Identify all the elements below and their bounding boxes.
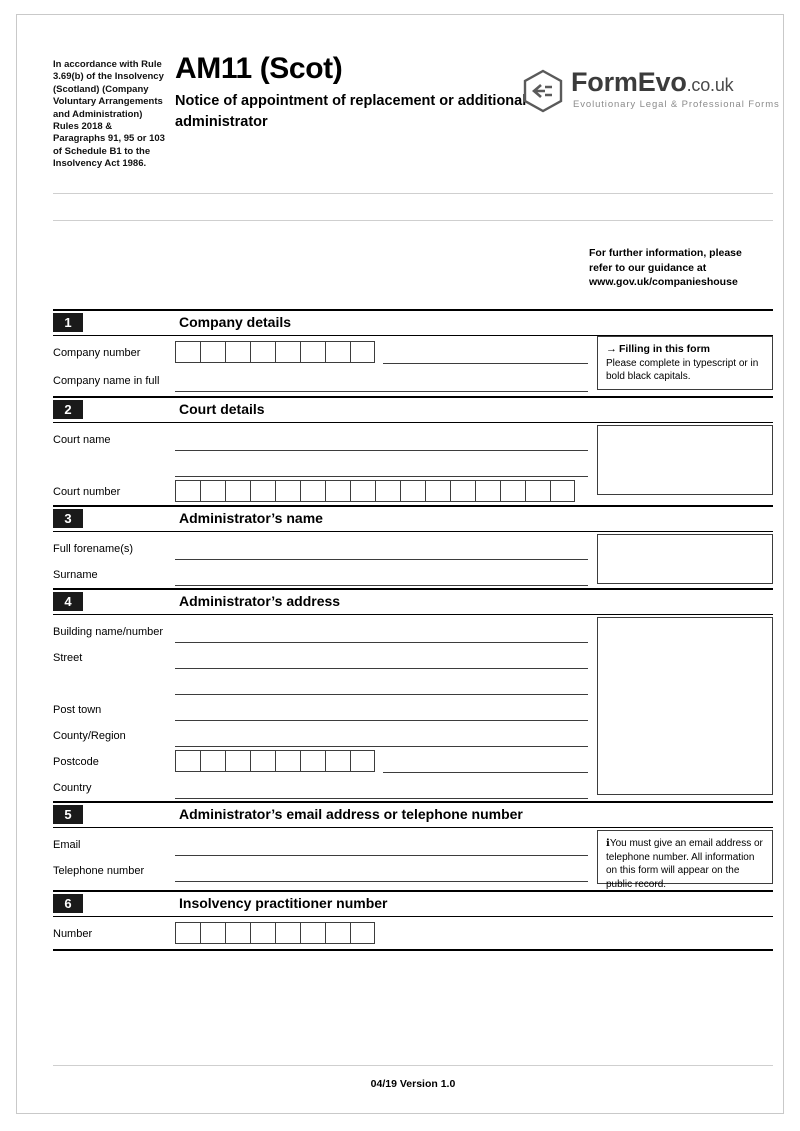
section-title: Company details	[179, 314, 292, 330]
logo-tagline: Evolutionary Legal & Professional Forms	[573, 99, 780, 110]
section-rows	[53, 828, 773, 890]
full-forenames-input[interactable]	[175, 538, 588, 560]
formevo-logo	[521, 67, 780, 123]
char-box[interactable]	[250, 341, 275, 363]
char-box[interactable]	[525, 480, 550, 502]
logo-wordmark	[571, 67, 733, 98]
building-name-number-input[interactable]	[175, 621, 588, 643]
section-company-details	[53, 309, 773, 396]
telephone-number-input[interactable]	[175, 860, 588, 882]
section-title: Insolvency practitioner number	[179, 895, 388, 911]
char-box[interactable]	[450, 480, 475, 502]
section-header	[53, 309, 773, 336]
char-box[interactable]	[325, 480, 350, 502]
char-box[interactable]	[325, 341, 350, 363]
contact-requirement-note	[597, 830, 773, 890]
char-box[interactable]	[350, 480, 375, 502]
char-box[interactable]	[250, 750, 275, 772]
footer-divider	[53, 1065, 773, 1066]
section-rows	[53, 615, 773, 801]
label-surname: Surname	[53, 569, 98, 581]
company-number-input[interactable]	[175, 341, 375, 363]
postcode-trailing-line	[383, 751, 588, 773]
email-input[interactable]	[175, 834, 588, 856]
street-input[interactable]	[175, 647, 588, 669]
char-box[interactable]	[275, 922, 300, 944]
street-input-line2[interactable]	[175, 673, 588, 695]
char-box[interactable]	[350, 750, 375, 772]
label-email: Email	[53, 839, 81, 851]
info-icon: ℹ	[606, 838, 610, 849]
char-box[interactable]	[425, 480, 450, 502]
company-name-input[interactable]	[175, 370, 588, 392]
postcode-input[interactable]	[175, 750, 375, 772]
hexagon-arrow-icon	[521, 69, 565, 113]
char-box[interactable]	[175, 480, 200, 502]
section-title: Administrator’s name	[179, 510, 323, 526]
char-box[interactable]	[275, 480, 300, 502]
char-box[interactable]	[175, 750, 200, 772]
section-bottom-rule	[53, 949, 773, 951]
post-town-input[interactable]	[175, 699, 588, 721]
char-box[interactable]	[200, 480, 225, 502]
char-box[interactable]	[225, 922, 250, 944]
court-number-input[interactable]	[175, 480, 575, 502]
char-box[interactable]	[175, 922, 200, 944]
char-box[interactable]	[325, 922, 350, 944]
char-box[interactable]	[475, 480, 500, 502]
court-details-sidebox	[597, 425, 773, 495]
section-title: Administrator’s email address or telephone number	[179, 806, 523, 822]
section-title: Administrator’s address	[179, 593, 341, 609]
administrator-address-sidebox	[597, 617, 773, 795]
guidance-text: For further information, please refer to our guidance at www.gov.uk/companieshouse	[589, 247, 742, 288]
char-box[interactable]	[225, 341, 250, 363]
section-ip-number	[53, 890, 773, 951]
label-country: Country	[53, 782, 92, 794]
label-post-town: Post town	[53, 704, 102, 716]
section-header	[53, 396, 773, 423]
section-number: 5	[53, 805, 83, 824]
logo-domain: .co.uk	[686, 75, 734, 95]
form-title: Notice of appointment of replacement or additional administrator	[175, 93, 527, 130]
char-box[interactable]	[175, 341, 200, 363]
char-box[interactable]	[200, 922, 225, 944]
label-postcode: Postcode	[53, 756, 99, 768]
char-box[interactable]	[400, 480, 425, 502]
logo-name: FormEvo	[571, 67, 687, 97]
guidance-divider	[53, 220, 773, 221]
section-rows	[53, 423, 773, 505]
section-number: 1	[53, 313, 83, 332]
char-box[interactable]	[275, 341, 300, 363]
section-header	[53, 801, 773, 828]
court-name-input-line2[interactable]	[175, 455, 588, 477]
form-content	[53, 51, 780, 951]
char-box[interactable]	[500, 480, 525, 502]
label-telephone-number: Telephone number	[53, 865, 145, 877]
char-box[interactable]	[250, 922, 275, 944]
arrow-right-icon: →	[606, 343, 617, 355]
form-title-block	[175, 51, 555, 133]
form-header	[53, 51, 780, 191]
section-header	[53, 890, 773, 917]
char-box[interactable]	[300, 480, 325, 502]
form-code: AM11 (Scot)	[175, 52, 343, 85]
label-building-name-number: Building name/number	[53, 626, 164, 638]
section-rows	[53, 336, 773, 396]
label-court-name: Court name	[53, 434, 111, 446]
char-box[interactable]	[350, 922, 375, 944]
label-county-region: County/Region	[53, 730, 126, 742]
char-box[interactable]	[300, 922, 325, 944]
section-header	[53, 505, 773, 532]
char-box[interactable]	[350, 341, 375, 363]
row-ip-number	[53, 921, 773, 947]
label-company-name: Company name in full	[53, 375, 160, 387]
char-box[interactable]	[225, 480, 250, 502]
sidebox-text: You must give an email address or telephone number. All information on this form will appear on the public record.	[606, 838, 763, 890]
char-box[interactable]	[275, 750, 300, 772]
char-box[interactable]	[200, 750, 225, 772]
char-box[interactable]	[250, 480, 275, 502]
sidebox-text: Please complete in typescript or in bold black capitals.	[606, 357, 759, 382]
rule-reference-note: In accordance with Rule 3.69(b) of the Insolvency (Scotland) (Company Voluntary Arrangements and Administration) Rules 2018 & Paragraphs 91, 95 or 103 of Schedule B1 to the Insolvency Act 1986.	[53, 59, 165, 170]
filling-in-this-form-note	[597, 336, 773, 390]
section-number: 4	[53, 592, 83, 611]
char-box[interactable]	[325, 750, 350, 772]
char-box[interactable]	[225, 750, 250, 772]
label-full-forenames: Full forename(s)	[53, 543, 134, 555]
court-name-input[interactable]	[175, 429, 588, 451]
char-box[interactable]	[300, 341, 325, 363]
section-number: 3	[53, 509, 83, 528]
section-administrator-contact	[53, 801, 773, 890]
section-court-details	[53, 396, 773, 505]
char-box[interactable]	[375, 480, 400, 502]
form-footer	[53, 1065, 773, 1090]
label-street: Street	[53, 652, 83, 664]
label-number: Number	[53, 928, 93, 940]
company-number-trailing-line	[383, 342, 588, 364]
char-box[interactable]	[300, 750, 325, 772]
char-box[interactable]	[200, 341, 225, 363]
section-rows	[53, 532, 773, 588]
administrator-name-sidebox	[597, 534, 773, 584]
surname-input[interactable]	[175, 564, 588, 586]
form-sheet	[16, 14, 784, 1114]
section-administrator-name	[53, 505, 773, 588]
char-box[interactable]	[550, 480, 575, 502]
section-header	[53, 588, 773, 615]
section-rows	[53, 917, 773, 949]
country-input[interactable]	[175, 777, 588, 799]
county-region-input[interactable]	[175, 725, 588, 747]
label-company-number: Company number	[53, 347, 141, 359]
section-title: Court details	[179, 401, 265, 417]
section-number: 2	[53, 400, 83, 419]
guidance-block	[53, 194, 773, 309]
form-version: 04/19 Version 1.0	[370, 1078, 456, 1090]
sidebox-heading: Filling in this form	[619, 343, 710, 355]
label-court-number: Court number	[53, 486, 121, 498]
ip-number-input[interactable]	[175, 922, 375, 944]
section-number: 6	[53, 894, 83, 913]
section-administrator-address	[53, 588, 773, 801]
